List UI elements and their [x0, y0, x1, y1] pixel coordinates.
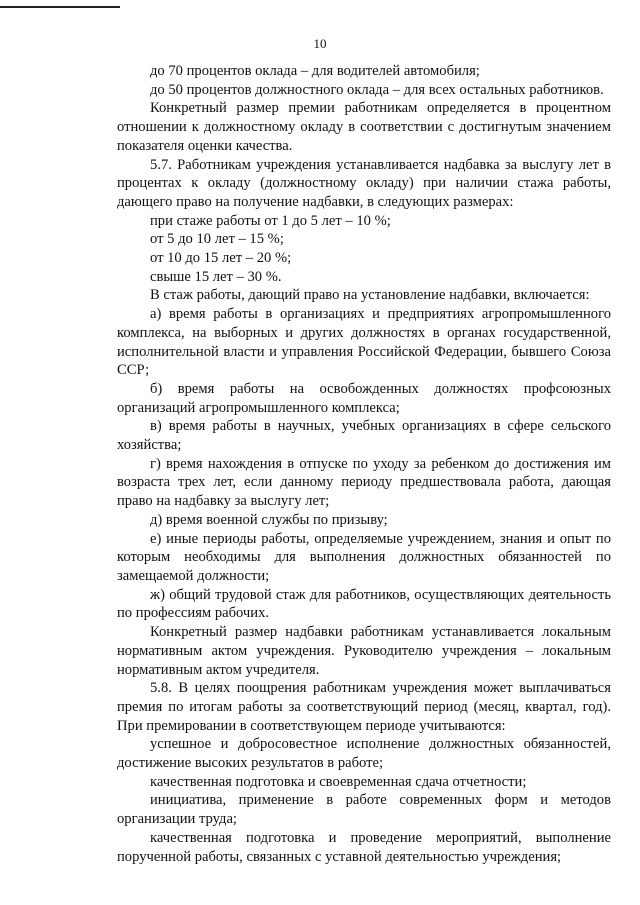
paragraph: свыше 15 лет – 30 %. [150, 268, 282, 285]
paragraph: 5.8. В целях поощрения работникам учреждения может выплачиваться премия по итогам работы за соответствующий период (месяц, квартал, год). При премировании в соответствующем периоде учитываются: [117, 680, 611, 734]
document-body [117, 62, 611, 866]
paragraph: от 5 до 10 лет – 15 %; [150, 231, 284, 248]
paragraph: качественная подготовка и проведение мероприятий, выполнение порученной работы, связанных с уставной деятельностью учреждения; [117, 829, 611, 865]
top-rule [0, 6, 120, 8]
paragraph: 5.7. Работникам учреждения устанавливается надбавка за выслугу лет в процентах к окладу (должностному окладу) при наличии стажа работы, дающего право на получение надбавки, в следующих размерах: [117, 156, 611, 210]
paragraph: до 70 процентов оклада – для водителей автомобиля; [150, 63, 480, 79]
paragraph: а) время работы в организациях и предприятиях агропромышленного комплекса, на выборных и других должностях в органах государственной, исполнительной власти и управления Российской Федерации, бывшего Союза ССР; [117, 306, 611, 379]
paragraph: при стаже работы от 1 до 5 лет – 10 %; [150, 212, 391, 229]
paragraph: до 50 процентов должностного оклада – для всех остальных работников. [150, 81, 604, 98]
page-number: 10 [313, 36, 327, 51]
paragraph: б) время работы на освобожденных должностях профсоюзных организаций агропромышленного комплекса; [117, 380, 611, 416]
paragraph: е) иные периоды работы, определяемые учреждением, знания и опыт по которым необходимы для выполнения должностных обязанностей по замещаемой должности; [117, 530, 611, 584]
paragraph: г) время нахождения в отпуске по уходу за ребенком до достижения им возраста трех лет, если данному периоду предшествовала работа, дающая право на надбавку за выслугу лет; [117, 455, 611, 510]
paragraph: Конкретный размер премии работникам определяется в процентном отношении к должностному окладу в соответствии с достигнутым значением показателя оценки качества. [117, 100, 611, 154]
paragraph: д) время военной службы по призыву; [150, 511, 388, 528]
paragraph: инициатива, применение в работе современных форм и методов организации труда; [117, 792, 611, 828]
paragraph: в) время работы в научных, учебных организациях в сфере сельского хозяйства; [117, 418, 611, 454]
paragraph: ж) общий трудовой стаж для работников, осуществляющих деятельность по профессиям рабочих. [117, 586, 611, 622]
paragraph: В стаж работы, дающий право на установление надбавки, включается: [150, 287, 590, 304]
paragraph: от 10 до 15 лет – 20 %; [150, 250, 292, 267]
paragraph: Конкретный размер надбавки работникам устанавливается локальным нормативным актом учреждения. Руководителю учреждения – локальным нормативным актом учредителя. [117, 624, 611, 678]
paragraph: успешное и добросовестное исполнение должностных обязанностей, достижение высоких результатов в работе; [117, 736, 611, 772]
paragraph: качественная подготовка и своевременная сдача отчетности; [150, 773, 527, 790]
